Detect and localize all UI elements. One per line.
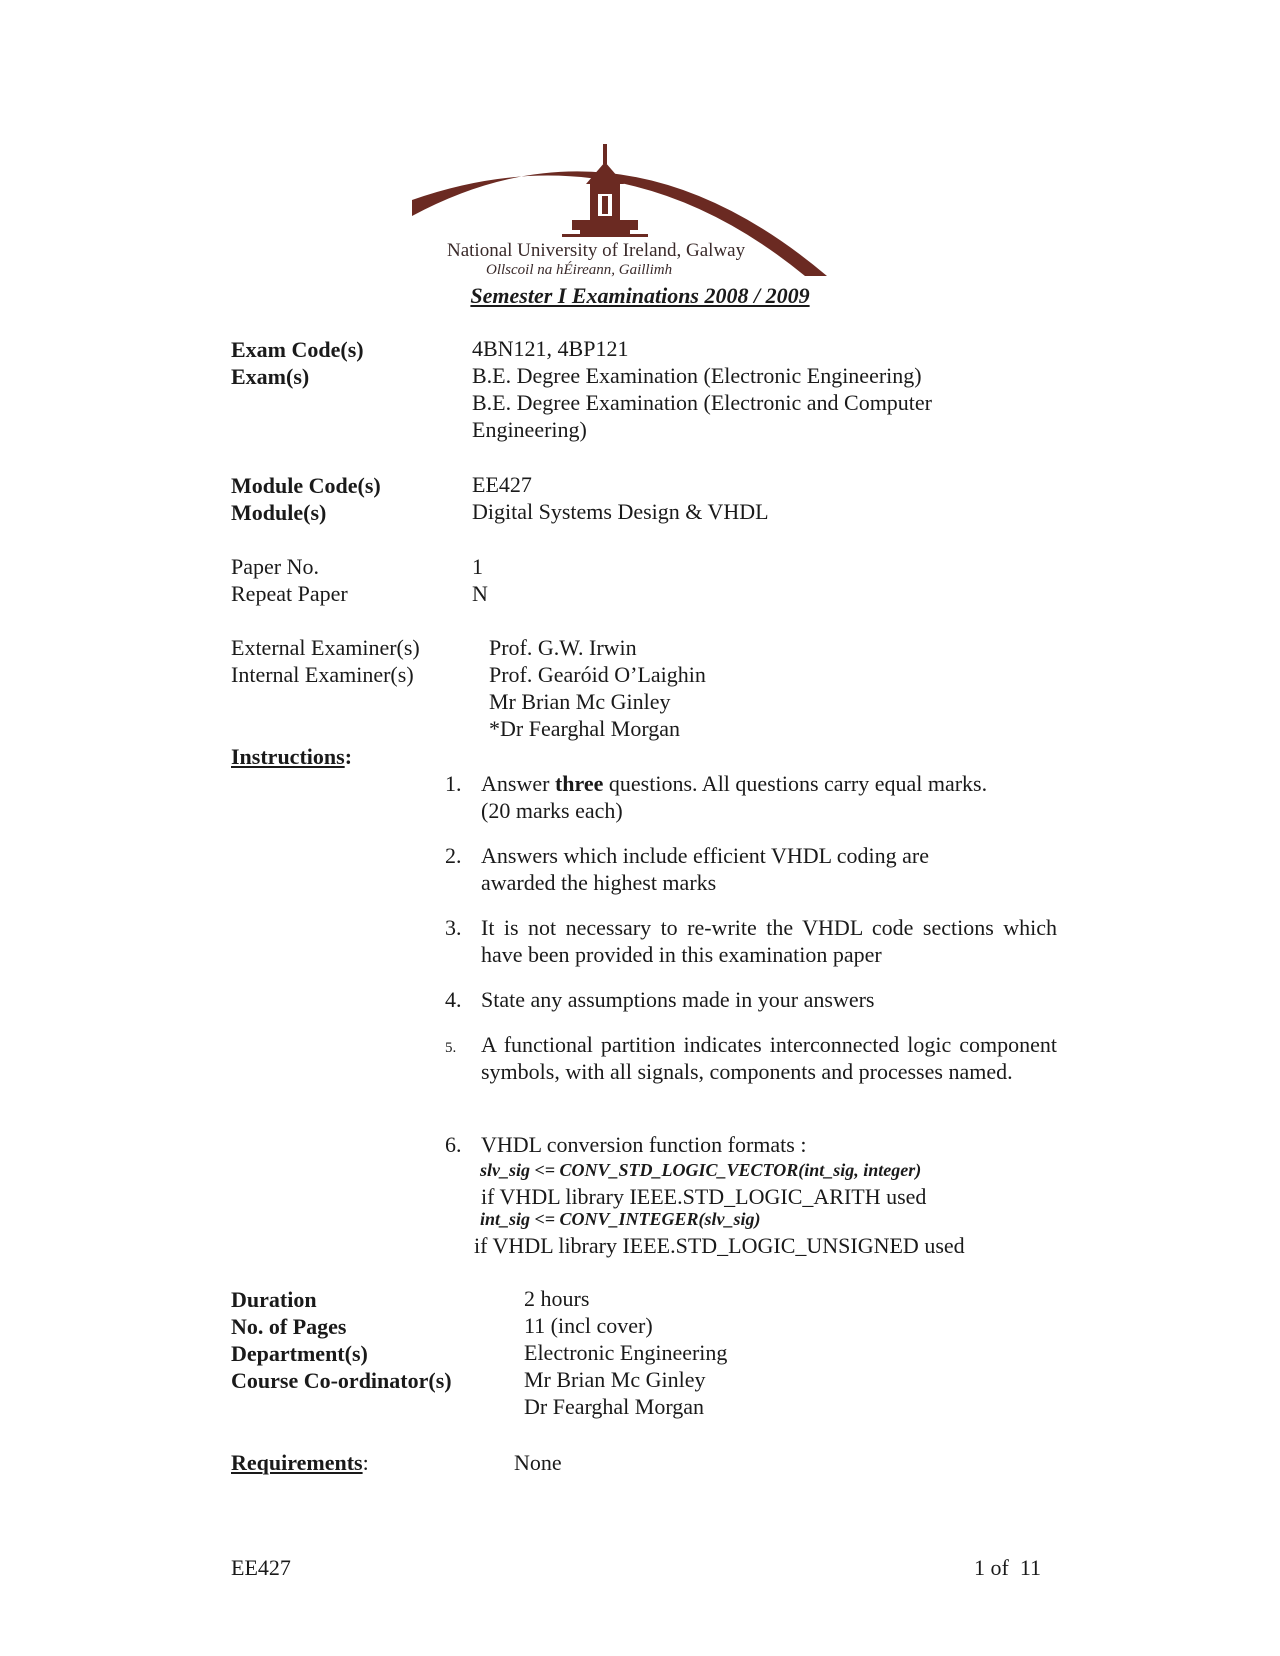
exam-codes-label: Exam Code(s) bbox=[231, 337, 364, 362]
coordinator-1: Mr Brian Mc Ginley bbox=[524, 1367, 706, 1392]
instructions-colon: : bbox=[344, 744, 353, 769]
requirements-label: Requirements bbox=[231, 1450, 363, 1475]
instruction-text: Answer three questions. All questions carry equal marks. (20 marks each) bbox=[481, 771, 988, 823]
instruction-text: State any assumptions made in your answers bbox=[481, 987, 875, 1012]
pages-label: No. of Pages bbox=[231, 1314, 347, 1339]
requirements-heading bbox=[231, 1450, 369, 1476]
exam-codes-value: 4BN121, 4BP121 bbox=[472, 336, 629, 361]
modules-label: Module(s) bbox=[231, 500, 327, 525]
instruction-number: 2. bbox=[445, 843, 462, 868]
paper-no-value: 1 bbox=[472, 554, 483, 579]
university-name-irish: Ollscoil na hÉireann, Gaillimh bbox=[486, 262, 673, 278]
instruction-text: VHDL conversion function formats : bbox=[481, 1132, 807, 1157]
emphasis-three: three bbox=[554, 771, 604, 796]
repeat-paper-label: Repeat Paper bbox=[231, 581, 348, 606]
instruction-item-2 bbox=[445, 842, 1057, 896]
coordinator-2: Dr Fearghal Morgan bbox=[524, 1394, 705, 1419]
instruction-item-1 bbox=[445, 770, 1057, 824]
footer-module-code: EE427 bbox=[231, 1555, 291, 1580]
requirements-colon: : bbox=[362, 1450, 369, 1475]
paper-no-label: Paper No. bbox=[231, 554, 319, 579]
internal-examiner-2: Mr Brian Mc Ginley bbox=[489, 689, 671, 714]
instruction-text: A functional partition indicates interconnected logic component symbols, with all signals, components and processes named. bbox=[481, 1032, 1057, 1084]
exams-value-line1: B.E. Degree Examination (Electronic Engineering) bbox=[472, 363, 922, 388]
instruction-number: 4. bbox=[445, 987, 462, 1012]
instruction-number: 5. bbox=[445, 1040, 457, 1056]
module-codes-value: EE427 bbox=[472, 472, 532, 497]
internal-examiner-1: Prof. Gearóid O’Laighin bbox=[489, 662, 706, 687]
instruction-text: It is not necessary to re-write the VHDL code sections which have been provided in this examination paper bbox=[481, 915, 1057, 967]
instructions-heading bbox=[231, 744, 352, 770]
requirements-value: None bbox=[514, 1450, 562, 1475]
pages-value: 11 (incl cover) bbox=[524, 1313, 653, 1338]
instruction-text: Answers which include efficient VHDL coding are awarded the highest marks bbox=[481, 843, 930, 895]
exams-value-line3: Engineering) bbox=[472, 417, 587, 442]
module-codes-label: Module Code(s) bbox=[231, 473, 381, 498]
note-std-logic-arith: if VHDL library IEEE.STD_LOGIC_ARITH used bbox=[481, 1184, 927, 1209]
university-name-english: National University of Ireland, Galway bbox=[447, 240, 746, 261]
instruction-item-5 bbox=[445, 1031, 1057, 1085]
instruction-number: 3. bbox=[445, 915, 462, 940]
duration-label: Duration bbox=[231, 1287, 317, 1312]
internal-examiners-label: Internal Examiner(s) bbox=[231, 662, 414, 687]
coordinators-label: Course Co-ordinator(s) bbox=[231, 1368, 452, 1393]
instruction-number: 6. bbox=[445, 1132, 462, 1157]
instruction-item-4 bbox=[445, 986, 1057, 1013]
page-title: Semester I Examinations 2008 / 2009 bbox=[470, 283, 810, 308]
external-examiners-label: External Examiner(s) bbox=[231, 635, 420, 660]
internal-examiner-3: *Dr Fearghal Morgan bbox=[489, 716, 681, 741]
code-conv-std-logic-vector: slv_sig <= CONV_STD_LOGIC_VECTOR(int_sig, integer) bbox=[480, 1160, 922, 1180]
footer-page-number: 1 of 11 bbox=[974, 1555, 1042, 1580]
repeat-paper-value: N bbox=[472, 581, 488, 606]
duration-value: 2 hours bbox=[524, 1286, 590, 1311]
exams-value-line2: B.E. Degree Examination (Electronic and Computer bbox=[472, 390, 933, 415]
instruction-item-3 bbox=[445, 914, 1057, 968]
external-examiner-1: Prof. G.W. Irwin bbox=[489, 635, 637, 660]
modules-value: Digital Systems Design & VHDL bbox=[472, 499, 769, 524]
departments-value: Electronic Engineering bbox=[524, 1340, 728, 1365]
instruction-number: 1. bbox=[445, 771, 462, 796]
code-conv-integer: int_sig <= CONV_INTEGER(slv_sig) bbox=[480, 1209, 761, 1229]
note-std-logic-unsigned: if VHDL library IEEE.STD_LOGIC_UNSIGNED used bbox=[474, 1233, 965, 1258]
departments-label: Department(s) bbox=[231, 1341, 368, 1366]
instruction-item-6 bbox=[445, 1131, 1057, 1158]
instructions-label: Instructions bbox=[231, 744, 345, 769]
exams-label: Exam(s) bbox=[231, 364, 310, 389]
